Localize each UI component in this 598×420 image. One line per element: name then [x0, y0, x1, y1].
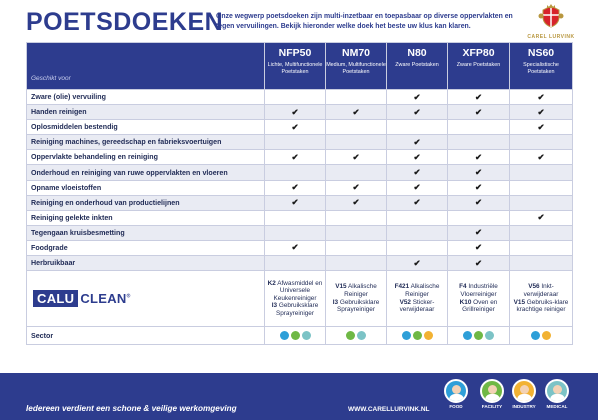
caluclean-code: I3 — [332, 298, 339, 306]
tagline: Iedereen verdient een schone & veilige werkomgeving — [26, 404, 237, 413]
sector-row — [27, 327, 573, 345]
check-icon: ✔ — [474, 227, 483, 238]
check-icon: ✔ — [413, 136, 421, 147]
intro-text: Onze wegwerp poetsdoeken zijn multi-inzetbaar en toepasbaar op diverse oppervlakten en tegen vervuilingen. Bekijk hieronder welke doek het beste uw klus kan klaren. — [216, 13, 513, 30]
row-label: Onderhoud en reiniging van ruwe oppervlakten en vloeren — [27, 165, 265, 180]
sector-badge — [543, 379, 571, 409]
sector-dot — [531, 331, 540, 340]
check-icon: ✔ — [537, 91, 545, 102]
check-cell — [265, 256, 326, 271]
check-cell — [387, 240, 448, 255]
check-icon: ✔ — [413, 91, 421, 102]
row-label: Tegengaan kruisbesmetting — [27, 225, 265, 240]
check-cell — [510, 120, 573, 135]
product-desc: Specialistische Poetstaken — [523, 62, 559, 75]
check-cell — [387, 180, 448, 195]
caluclean-code: K10 — [459, 298, 472, 306]
check-cell — [387, 225, 448, 240]
row-label: Zware (olie) vervuiling — [27, 90, 265, 105]
check-icon: ✔ — [413, 257, 421, 268]
check-icon: ✔ — [474, 182, 483, 193]
corner-cell — [27, 43, 265, 90]
check-cell — [265, 120, 326, 135]
table-row — [27, 240, 573, 255]
suitable-for-label: Geschikt voor — [31, 75, 71, 82]
caluclean-desc: Industriële Vloerreiniger — [460, 283, 498, 299]
row-label: Oplosmiddelen bestendig — [27, 120, 265, 135]
check-icon: ✔ — [474, 106, 483, 117]
caluclean-logo-cell — [27, 271, 265, 327]
check-cell — [387, 150, 448, 165]
table-row — [27, 165, 573, 180]
website-link[interactable]: WWW.CARELLURVINK.NL — [348, 406, 430, 413]
table-row — [27, 135, 573, 150]
caluclean-product — [388, 299, 446, 314]
row-label: Oppervlakte behandeling en reiniging — [27, 150, 265, 165]
check-cell — [510, 240, 573, 255]
caluclean-code: F421 — [394, 283, 410, 291]
product-desc: Zware Poetstaken — [395, 62, 439, 68]
sector-dots — [387, 327, 448, 345]
table-row — [27, 120, 573, 135]
sector-dot — [542, 331, 551, 340]
table-row — [27, 90, 573, 105]
sector-dots — [326, 327, 387, 345]
person-icon — [444, 379, 468, 403]
sector-label: Sector — [27, 327, 265, 345]
sector-dot — [280, 331, 289, 340]
check-cell — [510, 195, 573, 210]
sector-badge — [442, 379, 470, 409]
sector-badge — [478, 379, 506, 409]
caluclean-product — [449, 299, 508, 314]
check-cell — [326, 150, 387, 165]
check-icon: ✔ — [352, 182, 360, 193]
check-icon: ✔ — [474, 197, 483, 208]
check-icon: ✔ — [291, 242, 299, 253]
check-cell — [326, 195, 387, 210]
product-desc: Zware Poetstaken — [456, 62, 501, 68]
check-cell — [448, 135, 510, 150]
sector-badge-label: INDUSTRY — [512, 404, 536, 409]
table-row — [27, 210, 573, 225]
caluclean-desc: Sticker-verwijderaar — [399, 298, 435, 314]
caluclean-cell — [510, 271, 573, 327]
check-icon: ✔ — [352, 151, 360, 162]
sector-dots — [448, 327, 510, 345]
check-cell — [448, 150, 510, 165]
caluclean-logo — [27, 290, 264, 307]
registered-mark: ® — [126, 293, 131, 300]
sector-dot — [485, 331, 494, 340]
caluclean-code: V15 — [335, 283, 347, 291]
caluclean-product — [511, 299, 571, 314]
product-code: NM70 — [341, 47, 370, 59]
product-header — [510, 43, 573, 90]
row-label: Reiniging en onderhoud van productielijnen — [27, 195, 265, 210]
check-cell — [265, 180, 326, 195]
caluclean-code: V52 — [399, 298, 411, 306]
caluclean-desc: Alkalische Reiniger — [405, 283, 440, 299]
check-cell — [326, 256, 387, 271]
check-cell — [265, 225, 326, 240]
check-cell — [448, 165, 510, 180]
person-icon — [545, 379, 569, 403]
usage-rows — [27, 90, 573, 271]
product-header — [326, 43, 387, 90]
sector-dot — [413, 331, 422, 340]
caluclean-code: I3 — [271, 302, 278, 310]
check-icon: ✔ — [291, 106, 299, 117]
sector-dot — [291, 331, 300, 340]
table-row — [27, 256, 573, 271]
check-cell — [265, 135, 326, 150]
check-cell — [265, 210, 326, 225]
check-icon: ✔ — [474, 151, 483, 162]
caluclean-code: V56 — [528, 283, 540, 291]
check-icon: ✔ — [537, 212, 545, 223]
sector-badge-label: FACILITY — [481, 404, 503, 409]
table-row — [27, 225, 573, 240]
check-cell — [387, 195, 448, 210]
check-cell — [448, 256, 510, 271]
check-cell — [387, 90, 448, 105]
page-title: POETSDOEKEN — [26, 8, 224, 36]
check-cell — [326, 105, 387, 120]
caluclean-product — [266, 280, 324, 303]
product-desc: Lichte, Multifunctionele Poetstaken — [267, 62, 323, 75]
row-label: Reiniging machines, gereedschap en fabrieksvoertuigen — [27, 135, 265, 150]
check-icon: ✔ — [474, 242, 483, 253]
product-code: NS60 — [527, 47, 555, 59]
caluclean-product — [327, 299, 385, 314]
check-cell — [448, 105, 510, 120]
check-icon: ✔ — [413, 167, 421, 178]
table-row — [27, 180, 573, 195]
check-icon: ✔ — [474, 91, 483, 102]
caluclean-product — [449, 283, 508, 298]
sector-badge — [510, 379, 538, 409]
person-icon — [512, 379, 536, 403]
caluclean-cell — [265, 271, 326, 327]
check-cell — [510, 135, 573, 150]
caluclean-product — [266, 302, 324, 317]
check-cell — [448, 195, 510, 210]
caluclean-code: F4 — [459, 283, 467, 291]
check-icon: ✔ — [537, 106, 545, 117]
check-icon: ✔ — [413, 106, 421, 117]
footer-bar — [0, 373, 598, 420]
sector-dot — [424, 331, 433, 340]
sector-dot — [302, 331, 311, 340]
sector-dot — [463, 331, 472, 340]
product-header — [448, 43, 510, 90]
check-icon: ✔ — [352, 106, 360, 117]
product-code: NFP50 — [278, 47, 312, 59]
sector-dot — [474, 331, 483, 340]
row-label: Opname vloeistoffen — [27, 180, 265, 195]
check-icon: ✔ — [474, 167, 483, 178]
row-label: Handen reinigen — [27, 105, 265, 120]
check-cell — [387, 210, 448, 225]
caluclean-desc: Gebruiksklare Sprayreiniger — [275, 302, 319, 318]
check-icon: ✔ — [291, 182, 299, 193]
check-cell — [387, 105, 448, 120]
caluclean-cell — [448, 271, 510, 327]
product-header — [265, 43, 326, 90]
check-cell — [510, 105, 573, 120]
caluclean-logo-rest — [78, 291, 130, 306]
row-label: Herbruikbaar — [27, 256, 265, 271]
caluclean-logo-box: CALU — [33, 290, 78, 307]
sector-dots — [510, 327, 573, 345]
caluclean-desc: Alkalische Reiniger — [344, 283, 377, 299]
check-cell — [448, 120, 510, 135]
check-cell — [448, 240, 510, 255]
check-cell — [265, 165, 326, 180]
caluclean-cell — [326, 271, 387, 327]
caluclean-product — [388, 283, 446, 298]
product-code: N80 — [407, 47, 427, 59]
check-cell — [510, 90, 573, 105]
table-row — [27, 105, 573, 120]
check-cell — [326, 90, 387, 105]
check-icon: ✔ — [291, 197, 299, 208]
sector-dot — [357, 331, 366, 340]
check-cell — [510, 150, 573, 165]
caluclean-code: V15 — [513, 298, 526, 306]
header-row — [27, 43, 573, 90]
caluclean-cell — [387, 271, 448, 327]
caluclean-desc: Oven en Grillreiniger — [462, 298, 498, 314]
check-cell — [265, 105, 326, 120]
caluclean-logo-word: CLEAN — [80, 291, 127, 307]
caluclean-desc: Afwasmiddel en Universele Keukenreiniger — [273, 279, 323, 302]
product-code: XFP80 — [462, 47, 495, 59]
check-cell — [510, 180, 573, 195]
check-cell — [326, 180, 387, 195]
sector-dots — [265, 327, 326, 345]
check-cell — [387, 256, 448, 271]
check-cell — [448, 180, 510, 195]
check-cell — [387, 120, 448, 135]
check-icon: ✔ — [291, 121, 299, 132]
check-cell — [265, 240, 326, 255]
caluclean-desc: Inkt-verwijderaar — [523, 283, 559, 299]
sector-badge-label: FOOD — [449, 404, 463, 409]
check-cell — [326, 165, 387, 180]
check-cell — [326, 240, 387, 255]
check-cell — [387, 165, 448, 180]
check-cell — [326, 120, 387, 135]
check-cell — [510, 256, 573, 271]
caluclean-product — [511, 283, 571, 298]
caluclean-product — [327, 283, 385, 298]
check-cell — [510, 165, 573, 180]
check-icon: ✔ — [413, 182, 421, 193]
caluclean-desc: Gebruiksklare Sprayreiniger — [336, 298, 380, 314]
check-cell — [265, 195, 326, 210]
check-cell — [326, 210, 387, 225]
sector-dot — [346, 331, 355, 340]
check-icon: ✔ — [291, 151, 299, 162]
check-cell — [265, 90, 326, 105]
product-desc: Medium, Multifunctionele Poetstaken — [326, 62, 386, 75]
check-cell — [326, 135, 387, 150]
caluclean-desc: Gebruiks-klare krachtige reiniger — [516, 298, 569, 314]
check-cell — [510, 210, 573, 225]
check-icon: ✔ — [537, 151, 545, 162]
check-cell — [448, 90, 510, 105]
check-icon: ✔ — [537, 121, 545, 132]
brand-logo — [516, 4, 586, 42]
check-cell — [510, 225, 573, 240]
table-row — [27, 150, 573, 165]
check-cell — [448, 225, 510, 240]
check-icon: ✔ — [413, 197, 421, 208]
check-cell — [326, 225, 387, 240]
check-icon: ✔ — [413, 151, 421, 162]
sector-badge-label: MEDICAL — [546, 404, 568, 409]
caluclean-code: K2 — [267, 279, 276, 287]
row-label: Reiniging gelekte inkten — [27, 210, 265, 225]
logo-text: CAREL LURVINK — [527, 34, 575, 40]
product-table — [26, 42, 573, 345]
check-icon: ✔ — [474, 257, 483, 268]
crest-icon — [538, 4, 564, 28]
person-icon — [480, 379, 504, 403]
product-header — [387, 43, 448, 90]
sector-dot — [402, 331, 411, 340]
caluclean-row — [27, 271, 573, 327]
check-icon: ✔ — [352, 197, 360, 208]
check-cell — [265, 150, 326, 165]
check-cell — [448, 210, 510, 225]
check-cell — [387, 135, 448, 150]
table-row — [27, 195, 573, 210]
row-label: Foodgrade — [27, 240, 265, 255]
